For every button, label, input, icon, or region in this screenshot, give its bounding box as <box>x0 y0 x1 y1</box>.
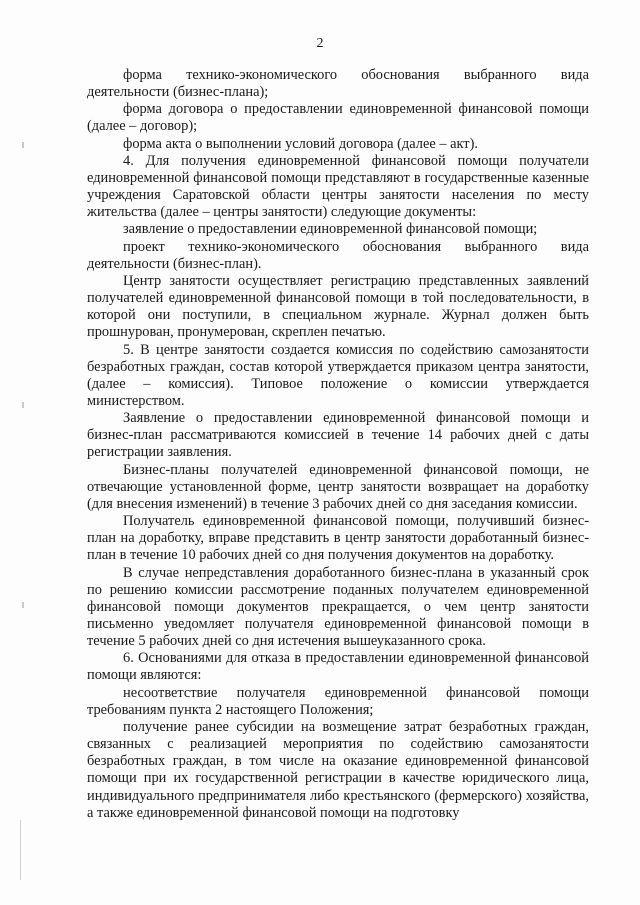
paragraph-section-6: 6. Основаниями для отказа в предоставлении единовременной финансовой помощи являются: <box>87 650 589 684</box>
scan-margin-mark <box>22 602 24 608</box>
scan-margin-mark <box>22 402 24 408</box>
paragraph: форма договора о предоставлении единовременной финансовой помощи (далее – договор); <box>87 101 589 135</box>
paragraph: несоответствие получателя единовременной финансовой помощи требованиям пункта 2 настоящего Положения; <box>87 684 589 718</box>
paragraph: получение ранее субсидии на возмещение затрат безработных граждан, связанных с реализацией мероприятия по содействию самозанятости безработных граждан, в том числе на оказание единовременной финансовой помощи при их государственной регистрации в качестве юридического лица, индивидуального предпринимателя либо крестьянского (фермерского) хозяйства, а также единовременной финансовой помощи на подготовку <box>87 718 589 821</box>
document-body <box>87 67 589 822</box>
paragraph: заявление о предоставлении единовременной финансовой помощи; <box>123 221 538 238</box>
scan-edge-line <box>20 820 21 880</box>
page-number: 2 <box>316 36 324 51</box>
paragraph: Получатель единовременной финансовой помощи, получивший бизнес-план на доработку, вправе представить в центр занятости доработанный бизнес-план в течение 10 рабочих дней со дня получения документов на доработку. <box>87 513 589 564</box>
paragraph: форма акта о выполнении условий договора (далее – акт). <box>123 135 478 152</box>
paragraph-section-4: 4. Для получения единовременной финансовой помощи получатели единовременной финансовой помощи представляют в государственные казенные учреждения Саратовской области центры занятости населения по месту жительства (далее – центры занятости) следующие документы: <box>87 152 589 221</box>
scan-margin-mark <box>22 142 24 148</box>
paragraph: Бизнес-планы получателей единовременной финансовой помощи, не отвечающие установленной форме, центр занятости возвращает на доработку (для внесения изменений) в течение 3 рабочих дней со дня заседания комиссии. <box>87 461 589 512</box>
paragraph: проект технико-экономического обоснования выбранного вида деятельности (бизнес-план). <box>87 238 589 272</box>
paragraph: В случае непредставления доработанного бизнес-плана в указанный срок по решению комиссии рассмотрение поданных получателем единовременной финансовой помощи документов прекращается, о чем центр занятости письменно уведомляет получателя единовременной финансовой помощи в течение 5 рабочих дней со дня истечения вышеуказанного срока. <box>87 564 589 650</box>
paragraph: Центр занятости осуществляет регистрацию представленных заявлений получателей единовременной финансовой помощи в той последовательности, в которой они поступили, в специальном журнале. Журнал должен быть прошнурован, пронумерован, скреплен печатью. <box>87 272 589 341</box>
paragraph: Заявление о предоставлении единовременной финансовой помощи и бизнес-план рассматриваются комиссией в течение 14 рабочих дней с даты регистрации заявления. <box>87 410 589 461</box>
paragraph-section-5: 5. В центре занятости создается комиссия по содействию самозанятости безработных граждан, состав которой утверждается приказом центра занятости, (далее – комиссия). Типовое положение о комиссии утверждается министерством. <box>87 341 589 409</box>
paragraph: форма технико-экономического обоснования выбранного вида деятельности (бизнес-плана); <box>87 67 589 101</box>
